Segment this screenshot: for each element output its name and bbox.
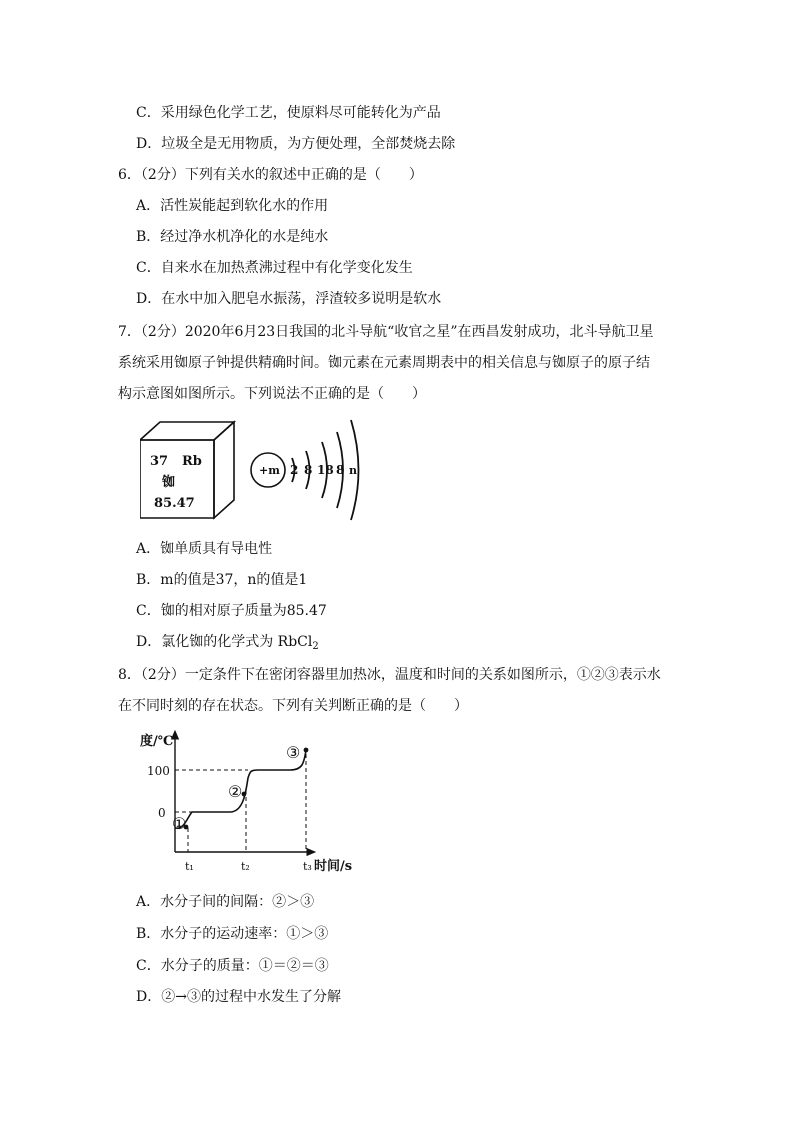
q7-figure — [140, 418, 370, 526]
x-tick-t3: t₃ — [303, 860, 312, 873]
q7-stem-line-1: 7．（2分）2020年6月23日我国的北斗导航“收官之星”在西昌发射成功，北斗导航卫星 — [118, 324, 654, 340]
state-label-3: ③ — [286, 743, 301, 762]
q7-option-a: A．铷单质具有导电性 — [136, 541, 273, 557]
x-tick-t1: t₁ — [185, 860, 194, 873]
q7-option-d-subscript: 2 — [312, 641, 319, 652]
q7-option-b: B．m的值是37，n的值是1 — [136, 572, 308, 588]
element-number: 37 — [150, 454, 169, 469]
q7-option-d — [136, 633, 319, 656]
q5-option-d: D．垃圾全是无用物质，为方便处理，全部焚烧去除 — [136, 136, 456, 152]
q7-stem-line-2: 系统采用铷原子钟提供精确时间。铷元素在元素周期表中的相关信息与铷原子的原子结 — [118, 355, 650, 371]
state-label-2: ② — [228, 782, 243, 801]
q7-option-d-text: D．氯化铷的化学式为 RbCl — [136, 634, 313, 650]
x-axis-label: 时间/s — [314, 859, 353, 874]
y-axis-label: 度/℃ — [140, 734, 174, 749]
q8-stem-line-1: 8．（2分）一定条件下在密闭容器里加热冰，温度和时间的关系如图所示，①②③表示水 — [118, 667, 661, 683]
element-symbol: Rb — [182, 454, 202, 469]
q8-option-c: C．水分子的质量：①＝②＝③ — [136, 958, 329, 974]
nucleus-label: +m — [259, 464, 280, 477]
q8-chart — [140, 728, 360, 876]
x-tick-t2: t₂ — [241, 860, 250, 873]
shell-electrons-2: 8 — [304, 463, 313, 477]
q6-option-b: B．经过净水机净化的水是纯水 — [136, 229, 329, 245]
q6-option-a: A．活性炭能起到软化水的作用 — [136, 198, 329, 214]
state-label-1: ① — [172, 814, 187, 833]
shell-electrons-1: 2 — [290, 463, 299, 477]
q7-option-c: C．铷的相对原子质量为85.47 — [136, 603, 327, 619]
guide-lines — [175, 754, 306, 852]
y-tick-100: 100 — [147, 764, 170, 778]
q6-option-d: D．在水中加入肥皂水振荡，浮渣较多说明是软水 — [136, 291, 442, 307]
q7-stem-line-3: 构示意图如图所示。下列说法不正确的是（ ） — [118, 386, 426, 402]
q8-option-a: A．水分子间的间隔：②＞③ — [136, 894, 315, 910]
element-name: 铷 — [162, 475, 176, 490]
element-mass: 85.47 — [154, 496, 195, 511]
state-point-3 — [304, 748, 309, 753]
q8-option-b: B．水分子的运动速率：①＞③ — [136, 926, 329, 942]
shell-electrons-5: n — [349, 464, 357, 477]
shell-electrons-4: 8 — [336, 463, 345, 477]
q6-stem: 6．（2分）下列有关水的叙述中正确的是（ ） — [118, 167, 423, 183]
y-tick-0: 0 — [158, 806, 166, 820]
q8-option-d: D．②→③的过程中水发生了分解 — [136, 989, 341, 1005]
q6-option-c: C．自来水在加热煮沸过程中有化学变化发生 — [136, 260, 413, 276]
shell-electrons-3: 18 — [317, 463, 334, 477]
q5-option-c: C．采用绿色化学工艺，使原料尽可能转化为产品 — [136, 105, 441, 121]
q8-stem-line-2: 在不同时刻的存在状态。下列有关判断正确的是（ ） — [118, 698, 468, 714]
